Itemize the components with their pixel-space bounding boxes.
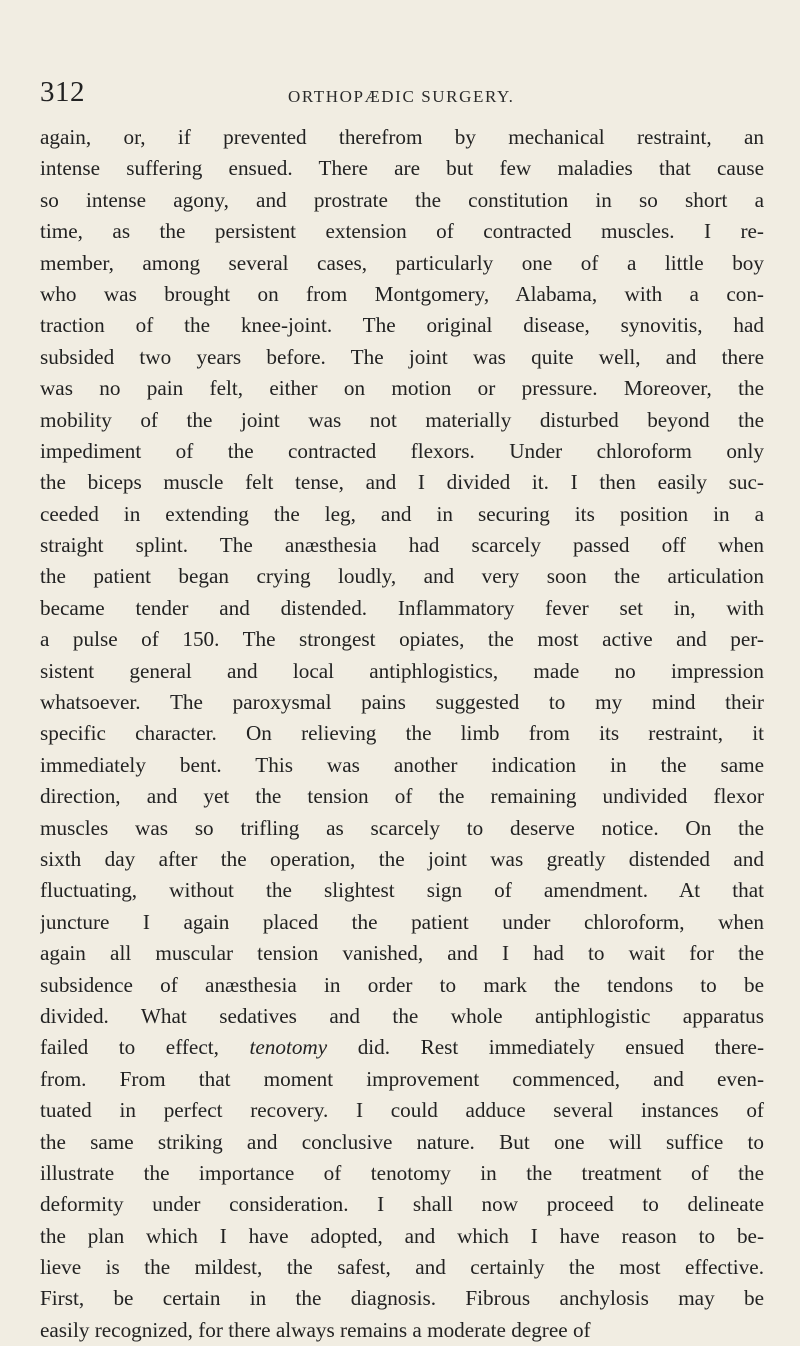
- text-line: whatsoever. The paroxysmal pains suggested to my mind their: [40, 690, 764, 715]
- text-line: impediment of the contracted flexors. Under chloroform only: [40, 438, 764, 463]
- text-line: the patient began crying loudly, and very soon the articulation: [40, 564, 764, 589]
- text-line: subsidence of anæsthesia in order to mark the tendons to be: [40, 972, 764, 997]
- text-line: was no pain felt, either on motion or pressure. Moreover, the: [40, 376, 764, 401]
- text-line: easily recognized, for there always remains a moderate degree of: [40, 1317, 591, 1342]
- italic-term-tenotomy: tenotomy: [249, 1035, 328, 1060]
- text-line: sixth day after the operation, the joint was greatly distended and: [40, 846, 764, 871]
- text-line: straight splint. The anæsthesia had scarcely passed off when: [40, 533, 764, 558]
- text-line: the same striking and conclusive nature. But one will suffice to: [40, 1129, 764, 1154]
- text-line: tuated in perfect recovery. I could adduce several instances of: [40, 1098, 764, 1123]
- text-line: immediately bent. This was another indication in the same: [40, 752, 764, 777]
- text-line: juncture I again placed the patient under chloroform, when: [40, 909, 764, 934]
- text-segment: did. Rest immediately ensued there-: [357, 1035, 764, 1060]
- text-line: subsided two years before. The joint was quite well, and there: [40, 344, 764, 369]
- text-line: direction, and yet the tension of the remaining undivided flexor: [40, 784, 764, 809]
- text-line: divided. What sedatives and the whole antiphlogistic apparatus: [40, 1003, 764, 1028]
- text-line: muscles was so trifling as scarcely to deserve notice. On the: [40, 815, 764, 840]
- text-line: member, among several cases, particularly one of a little boy: [40, 250, 764, 275]
- text-line: time, as the persistent extension of contracted muscles. I re-: [40, 219, 764, 244]
- text-line: sistent general and local antiphlogistics, made no impression: [40, 658, 764, 683]
- text-line: became tender and distended. Inflammatory fever set in, with: [40, 595, 764, 620]
- text-line: the plan which I have adopted, and which I have reason to be-: [40, 1223, 764, 1248]
- text-line: who was brought on from Montgomery, Alabama, with a con-: [40, 281, 764, 306]
- text-line: mobility of the joint was not materially disturbed beyond the: [40, 407, 764, 432]
- text-line: a pulse of 150. The strongest opiates, the most active and per-: [40, 627, 764, 652]
- text-line: lieve is the mildest, the safest, and certainly the most effective.: [40, 1255, 764, 1280]
- text-line: intense suffering ensued. There are but few maladies that cause: [40, 156, 764, 181]
- text-line: specific character. On relieving the limb from its restraint, it: [40, 721, 764, 746]
- text-line: again all muscular tension vanished, and I had to wait for the: [40, 941, 764, 966]
- running-title: ORTHOPÆDIC SURGERY.: [288, 87, 515, 106]
- text-line-with-italic: [40, 1032, 764, 1063]
- text-line: illustrate the importance of tenotomy in the treatment of the: [40, 1160, 764, 1185]
- text-line: ceeded in extending the leg, and in securing its position in a: [40, 501, 764, 526]
- text-line: the biceps muscle felt tense, and I divided it. I then easily suc-: [40, 470, 764, 495]
- text-line: deformity under consideration. I shall now proceed to delineate: [40, 1192, 764, 1217]
- text-line: again, or, if prevented therefrom by mechanical restraint, an: [40, 125, 764, 149]
- page-number: 312: [40, 76, 85, 108]
- text-segment: failed to effect,: [40, 1035, 219, 1060]
- text-line: First, be certain in the diagnosis. Fibrous anchylosis may be: [40, 1286, 764, 1311]
- page-header: [40, 76, 760, 112]
- text-line: fluctuating, without the slightest sign of amendment. At that: [40, 878, 764, 903]
- text-line: from. From that moment improvement commenced, and even-: [40, 1066, 764, 1091]
- text-line: traction of the knee-joint. The original disease, synovitis, had: [40, 313, 764, 338]
- body-text: [40, 122, 764, 1346]
- text-line: so intense agony, and prostrate the constitution in so short a: [40, 187, 764, 212]
